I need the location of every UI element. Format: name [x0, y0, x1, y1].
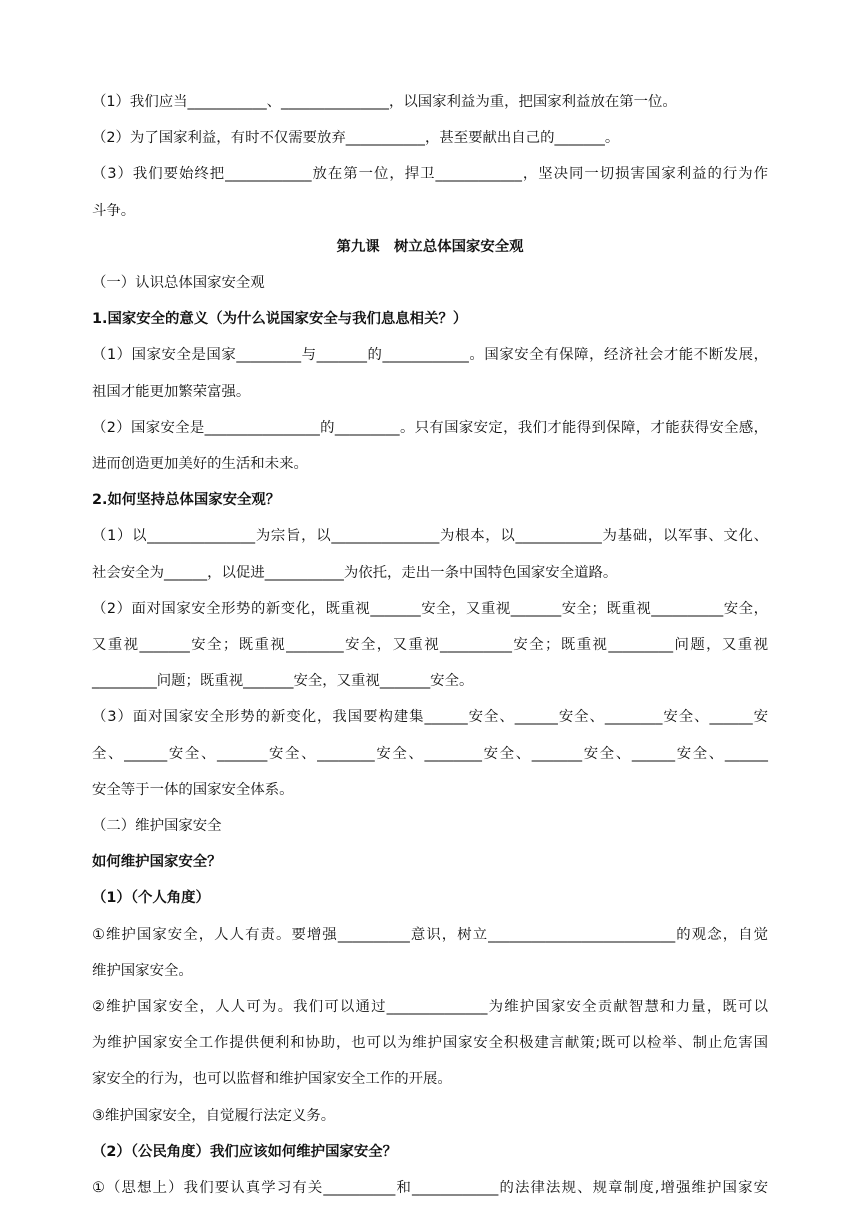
- text-line: （3）我们要始终把____________放在第一位，捍卫____________，坚决同一切损害国家利益的行为作: [92, 166, 768, 183]
- document-body: [92, 84, 768, 1206]
- section-heading: （一）认识总体国家安全观: [92, 275, 265, 292]
- question-heading: 如何维护国家安全？: [92, 854, 222, 871]
- text-line: 祖国才能更加繁荣富强。: [92, 383, 251, 400]
- text-line: （3）面对国家安全形势的新变化，我国要构建集______安全、______安全、________安全、______安: [92, 709, 768, 726]
- text-line: 全、______安全、_______安全、________安全、________安全、_______安全、______安全、______: [92, 745, 768, 762]
- text-line: 进而创造更加美好的生活和未来。: [92, 456, 308, 473]
- text-line: _________问题；既重视_______安全，又重视_______安全。: [92, 673, 474, 690]
- lesson-heading: 第九课 树立总体国家安全观: [336, 238, 524, 255]
- text-line: ②维护国家安全，人人可为。我们可以通过______________为维护国家安全贡献智慧和力量，既可以: [92, 999, 768, 1016]
- text-line: 安全等于一体的国家安全体系。: [92, 781, 294, 798]
- text-line: 家安全的行为，也可以监督和维护国家安全工作的开展。: [92, 1071, 452, 1088]
- text-line: （2）国家安全是________________的_________。只有国家安定，我们才能得到保障，才能获得安全感，: [92, 419, 768, 436]
- text-line: （2）为了国家利益，有时不仅需要放弃___________，甚至要献出自己的_______。: [92, 130, 620, 147]
- subsection-heading: （2）（公民角度）我们应该如何维护国家安全？: [92, 1143, 398, 1160]
- subsection-heading: （1）（个人角度）: [92, 890, 210, 907]
- text-line: 为维护国家安全工作提供便利和协助，也可以为维护国家安全积极建言献策;既可以检举、制止危害国: [92, 1035, 768, 1052]
- section-heading: （二）维护国家安全: [92, 818, 222, 835]
- text-line: 又重视_______安全；既重视________安全，又重视__________安全；既重视_________问题，又重视: [92, 637, 768, 654]
- text-line: （1）我们应当___________、_______________，以国家利益为重，把国家利益放在第一位。: [92, 94, 677, 110]
- text-line: （1）以_______________为宗旨，以_______________为根本，以____________为基础，以军事、文化、: [92, 528, 768, 545]
- text-line: （1）国家安全是国家_________与_______的____________。国家安全有保障，经济社会才能不断发展，: [92, 347, 768, 364]
- question-heading: 2.如何坚持总体国家安全观？: [92, 492, 281, 509]
- text-line: ③维护国家安全，自觉履行法定义务。: [92, 1107, 336, 1124]
- text-line: 维护国家安全。: [92, 962, 193, 979]
- text-line: （2）面对国家安全形势的新变化，既重视_______安全，又重视_______安全；既重视__________安全，: [92, 600, 768, 617]
- text-line: ①（思想上）我们要认真学习有关__________和____________的法律法规、规章制度,增强维护国家安: [92, 1180, 768, 1197]
- text-line: ①维护国家安全，人人有责。要增强__________意识，树立__________________________的观念，自觉: [92, 926, 768, 943]
- text-line: 斗争。: [92, 202, 136, 219]
- question-heading: 1.国家安全的意义（为什么说国家安全与我们息息相关？）: [92, 311, 468, 328]
- text-line: 社会安全为______，以促进___________为依托，走出一条中国特色国家安全道路。: [92, 564, 618, 581]
